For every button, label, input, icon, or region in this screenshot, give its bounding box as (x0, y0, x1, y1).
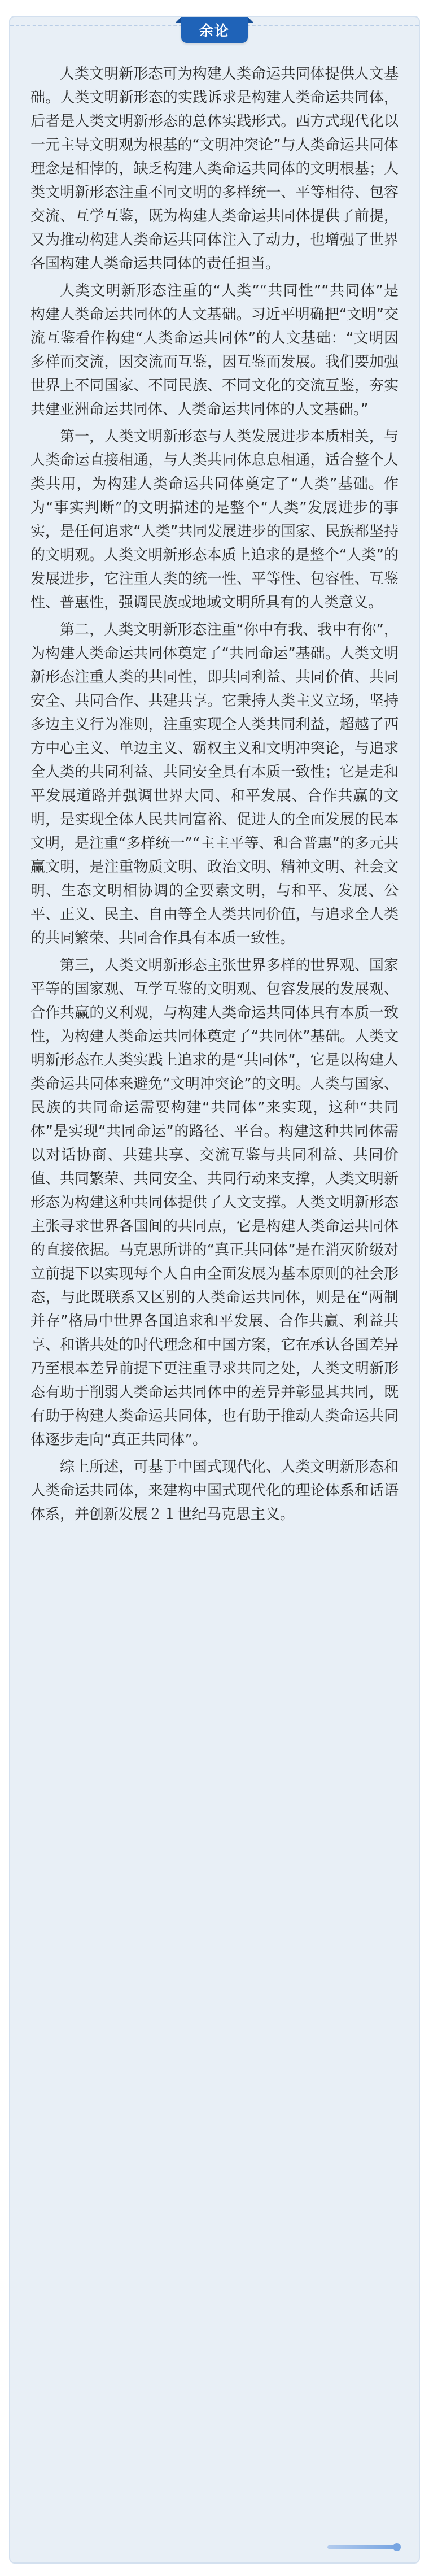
paragraph-5: 第三，人类文明新形态主张世界多样的世界观、国家平等的国家观、互学互鉴的文明观、包容发展的发展观、合作共赢的义利观，与构建人类命运共同体具有本质一致性，为构建人类命运共同体奠定了“共同体”基础。人类文明新形态在人类实践上追求的是“共同体”，它是以构建人类命运共同体来避免“文明冲突论”的文明。人类与国家、民族的共同命运需要构建“共同体”来实现，这种“共同体”是实现“共同命运”的路径、平台。构建这种共同体需以对话协商、共建共享、交流互鉴与共同利益、共同价值、共同繁荣、共同安全、共同行动来支撑，人类文明新形态为构建这种共同体提供了人文支撑。人类文明新形态主张寻求世界各国间的共同点，它是构建人类命运共同体的直接依据。马克思所讲的“真正共同体”是在消灭阶级对立前提下以实现每个人自由全面发展为基本原则的社会形态，与此既联系又区别的人类命运共同体，则是在“两制并存”格局中世界各国追求和平发展、合作共赢、利益共享、和谐共处的时代理念和中国方案，它在承认各国差异乃至根本差异前提下更注重寻求共同之处，人类文明新形态有助于削弱人类命运共同体中的差异并彰显其共同，既有助于构建人类命运共同体，也有助于推动人类命运共同体逐步走向“真正共同体”。 (30, 957, 399, 1448)
article-body (30, 62, 399, 1530)
paragraph-6: 综上所述，可基于中国式现代化、人类文明新形态和人类命运共同体，来建构中国式现代化的理论体系和话语体系，并创新发展２１世纪马克思主义。 (30, 1459, 399, 1523)
section-title-badge: 余论 (181, 17, 248, 43)
footer-decoration (327, 2545, 395, 2549)
paragraph-4: 第二，人类文明新形态注重“你中有我、我中有你”，为构建人类命运共同体奠定了“共同命运”基础。人类文明新形态注重人类的共同性，即共同利益、共同价值、共同安全、共同合作、共建共享。它秉持人类主义立场，坚持多边主义行为准则，注重实现全人类共同利益，超越了西方中心主义、单边主义、霸权主义和文明冲突论，与追求全人类的共同利益、共同安全具有本质一致性；它是走和平发展道路并强调世界大同、和平发展、合作共赢的文明，是实现全体人民共同富裕、促进人的全面发展的民本文明，是注重“多样统一”“主主平等、和合普惠”的多元共赢文明，是注重物质文明、政治文明、精神文明、社会文明、生态文明相协调的全要素文明，与和平、发展、公平、正义、民主、自由等全人类共同价值，与追求全人类的共同繁荣、共同合作具有本质一致性。 (30, 621, 399, 947)
paragraph-3: 第一，人类文明新形态与人类发展进步本质相关，与人类命运直接相通，与人类共同体息息相通，适合整个人类共用，为构建人类命运共同体奠定了“人类”基础。作为“事实判断”的文明描述的是整个“人类”发展进步的事实，是任何追求“人类”共同发展进步的国家、民族都坚持的文明观。人类文明新形态本质上追求的是整个“人类”的发展进步，它注重人类的统一性、平等性、包容性、互鉴性、普惠性，强调民族或地域文明所具有的人类意义。 (30, 428, 399, 611)
paragraph-2: 人类文明新形态注重的“人类”“共同性”“共同体”是构建人类命运共同体的人文基础。习近平明确把“文明”交流互鉴看作构建“人类命运共同体”的人文基础：“文明因多样而交流，因交流而互鉴，因互鉴而发展。我们要加强世界上不同国家、不同民族、不同文化的交流互鉴，夯实共建亚洲命运共同体、人类命运共同体的人文基础。” (30, 282, 399, 418)
paragraph-1: 人类文明新形态可为构建人类命运共同体提供人文基础。人类文明新形态的实践诉求是构建人类命运共同体，后者是人类文明新形态的总体实践形式。西方式现代化以一元主导文明观为根基的“文明冲突论”与人类命运共同体理念是相悖的，缺乏构建人类命运共同体的文明根基；人类文明新形态注重不同文明的多样统一、平等相待、包容交流、互学互鉴，既为构建人类命运共同体提供了前提，又为推动构建人类命运共同体注入了动力，也增强了世界各国构建人类命运共同体的责任担当。 (30, 66, 399, 272)
conclusion-card (9, 16, 420, 2564)
